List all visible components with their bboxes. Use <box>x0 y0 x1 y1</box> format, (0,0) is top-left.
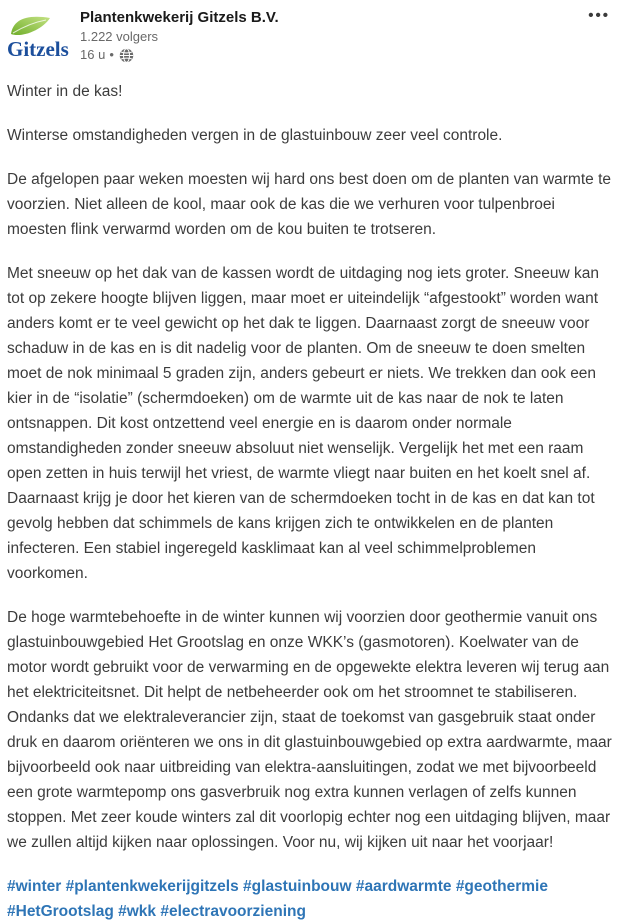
hashtag-link[interactable]: #aardwarmte <box>355 878 452 895</box>
hashtag-link[interactable]: #plantenkwekerijgitzels <box>65 878 239 895</box>
hashtag-link[interactable]: #winter <box>7 878 62 895</box>
logo-wordmark: Gitzels <box>7 37 69 61</box>
overflow-menu-button[interactable]: ••• <box>582 6 616 26</box>
post-time-row <box>80 46 582 64</box>
hashtag-row <box>7 874 612 924</box>
post-paragraph: De afgelopen paar weken moesten wij hard ons best doen om de planten van warmte te voorzien. Niet alleen de kool, maar ook de kas die we verhuren voor tulpenbroei moesten flink verwarmd worden om de kou buiten te trotseren. <box>7 171 612 238</box>
post-paragraph: Met sneeuw op het dak van de kassen wordt de uitdaging nog iets groter. Sneeuw kan tot op zekere hoogte blijven liggen, maar moet er uiteindelijk “afgestookt” worden want anders komt er te veel gewicht op het dak te liggen. Daarnaast zorgt de sneeuw voor schaduw in de kas en is dit nadelig voor de planten. Om de sneeuw te doen smelten moet de nok minimaal 5 graden zijn, anders gebeurt er niets. We trekken dan ook een kier in de “isolatie” (schermdoeken) om de warmte uit de kas naar de nok te laten ontsnappen. Dit kost ontzettend veel energie en is daarom onder normale omstandigheden zonder sneeuw absoluut niet wenselijk. Vergelijk het met een raam open zetten in huis terwijl het vriest, de warmte vliegt naar buiten en het koelt snel af. Daarnaast krijg je door het kieren van de schermdoeken tocht in de kas en dat kan tot gevolg hebben dat schimmels de kans krijgen zich te ontwikkelen en de planten infecteren. Een stabiel ingeregeld kasklimaat kan al veel schimmelproblemen voorkomen. <box>7 265 599 582</box>
hashtag-link[interactable]: #HetGrootslag <box>7 903 114 920</box>
post-paragraph: De hoge warmtebehoefte in de winter kunnen wij voorzien door geothermie vanuit ons glastuinbouwgebied Het Grootslag en onze WKK’s (gasmotoren). Koelwater van de motor wordt gebruikt voor de verwarming en de opgewekte elektra leveren wij terug aan het elektriciteitsnet. Dit helpt de netbeheerder ook om het stroomnet te stabiliseren. Ondanks dat we elektraleverancier zijn, staat de toekomst van gasgebruik staat onder druk en daarom oriënteren we ons in dit glastuinbouwgebied op extra aardwarmte, maar bijvoorbeeld ook naar uitbreiding van elektra-aansluitingen, zodat we met bijvoorbeeld een grote warmtepomp ons gasverbruik nog extra kunnen verlagen of zelfs kunnen stoppen. Met zeer koude winters zal dit voorlopig echter nog een uitdaging blijven, maar we zullen altijd kijken naar oplossingen. Voor nu, wij kijken uit naar het voorjaar! <box>7 609 612 851</box>
followers-count: 1.222 volgers <box>80 29 159 44</box>
post-header <box>0 0 626 70</box>
hashtag-link[interactable]: #wkk <box>118 903 157 920</box>
time-separator: • <box>109 47 114 62</box>
company-logo[interactable] <box>4 14 70 66</box>
post-body <box>0 70 626 924</box>
hashtag-link[interactable]: #glastuinbouw <box>243 878 352 895</box>
hashtag-link[interactable]: #geothermie <box>455 878 548 895</box>
post-paragraph: Winterse omstandigheden vergen in de glastuinbouw zeer veel controle. <box>7 127 503 144</box>
leaf-icon <box>10 14 52 36</box>
header-meta <box>80 6 582 64</box>
post-time: 16 u <box>80 47 106 62</box>
hashtag-link[interactable]: #electravoorziening <box>160 903 306 920</box>
company-name-link[interactable]: Plantenkwekerij Gitzels B.V. <box>80 9 279 26</box>
post-paragraph: Winter in de kas! <box>7 83 123 100</box>
globe-icon <box>119 48 134 63</box>
